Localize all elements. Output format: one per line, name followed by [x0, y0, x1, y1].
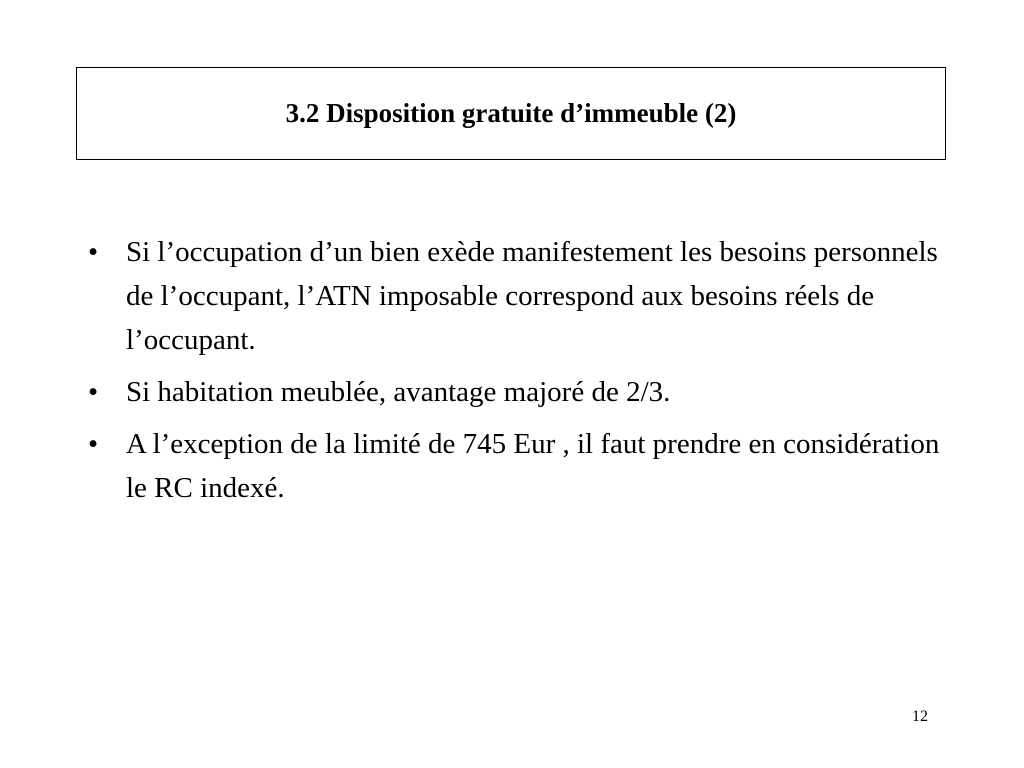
bullet-text: A l’exception de la limité de 745 Eur , il faut prendre en considération le RC indexé. — [126, 428, 940, 504]
slide-title-box — [76, 67, 946, 160]
bullet-item — [88, 422, 948, 510]
bullet-item — [88, 370, 948, 414]
bullet-marker: • — [88, 428, 99, 460]
bullet-item — [88, 230, 948, 362]
bullet-marker: • — [88, 236, 99, 268]
slide-title: 3.2 Disposition gratuite d’immeuble (2) — [285, 98, 737, 128]
bullet-marker: • — [88, 376, 99, 408]
page-number: 12 — [912, 708, 928, 725]
bullet-list — [88, 230, 948, 518]
bullet-text: Si l’occupation d’un bien exède manifestement les besoins personnels de l’occupant, l’ATN imposable correspond aux besoins réels de l’occupant. — [126, 236, 938, 356]
bullet-text: Si habitation meublée, avantage majoré de 2/3. — [126, 376, 671, 408]
